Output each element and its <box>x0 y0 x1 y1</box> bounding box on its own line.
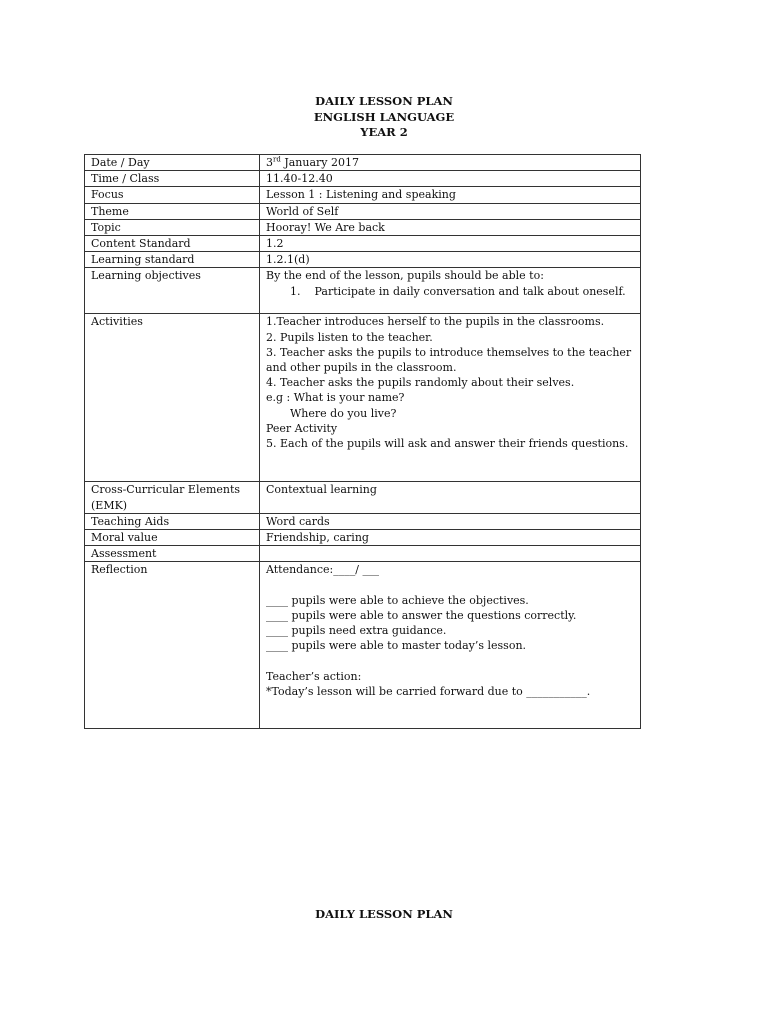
reflection-action-text: *Today’s lesson will be carried forward due to ___________. <box>266 685 591 699</box>
objectives-intro: By the end of the lesson, pupils should be able to: <box>266 269 544 283</box>
date-month-year: January 2017 <box>280 156 359 169</box>
row-learning-standard <box>85 252 641 268</box>
objective-item-1-number: 1. <box>290 284 301 298</box>
label-content-standard: Content Standard <box>85 236 260 252</box>
value-reflection <box>260 562 641 729</box>
value-time: 11.40-12.40 <box>260 171 641 187</box>
activity-line: Peer Activity <box>266 421 338 435</box>
value-focus: Lesson 1 : Listening and speaking <box>260 187 641 203</box>
label-objectives: Learning objectives <box>85 268 260 314</box>
value-moral-value: Friendship, caring <box>260 530 641 546</box>
lesson-plan-table <box>84 154 641 729</box>
label-learning-standard: Learning standard <box>85 252 260 268</box>
activity-line: 1.Teacher introduces herself to the pupils in the classrooms. <box>266 315 605 329</box>
value-activities <box>260 314 641 482</box>
value-date <box>260 155 641 171</box>
value-assessment <box>260 546 641 562</box>
row-theme <box>85 203 641 219</box>
value-teaching-aids: Word cards <box>260 513 641 529</box>
label-assessment: Assessment <box>85 546 260 562</box>
activity-line: 2. Pupils listen to the teacher. <box>266 330 433 344</box>
cross-curricular-label-line1: Cross-Curricular Elements <box>91 483 241 497</box>
label-topic: Topic <box>85 219 260 235</box>
date-suffix: rd <box>273 155 281 164</box>
row-cross-curricular <box>85 482 641 513</box>
activity-line: e.g : What is your name? <box>266 391 405 405</box>
reflection-line: ____ pupils were able to answer the questions correctly. <box>266 609 577 623</box>
row-activities <box>85 314 641 482</box>
reflection-action-label: Teacher’s action: <box>266 669 362 683</box>
label-focus: Focus <box>85 187 260 203</box>
label-activities: Activities <box>85 314 260 482</box>
reflection-line: ____ pupils were able to achieve the objectives. <box>266 593 529 607</box>
row-focus <box>85 187 641 203</box>
date-day: 3 <box>266 156 273 169</box>
row-topic <box>85 219 641 235</box>
value-cross-curricular: Contextual learning <box>260 482 641 513</box>
objective-item-1 <box>266 284 634 299</box>
row-objectives <box>85 268 641 314</box>
row-time <box>85 171 641 187</box>
activity-line: 4. Teacher asks the pupils randomly about their selves. <box>266 376 575 390</box>
activity-line: and other pupils in the classroom. <box>266 361 457 375</box>
label-theme: Theme <box>85 203 260 219</box>
document-header <box>0 94 768 141</box>
value-learning-standard: 1.2.1(d) <box>260 252 641 268</box>
label-date: Date / Day <box>85 155 260 171</box>
label-cross-curricular <box>85 482 260 513</box>
header-year: YEAR 2 <box>360 125 408 139</box>
row-content-standard <box>85 236 641 252</box>
activity-line: 3. Teacher asks the pupils to introduce themselves to the teacher <box>266 345 632 359</box>
row-date <box>85 155 641 171</box>
value-theme: World of Self <box>260 203 641 219</box>
reflection-line: ____ pupils need extra guidance. <box>266 624 447 638</box>
row-assessment <box>85 546 641 562</box>
row-reflection <box>85 562 641 729</box>
value-objectives <box>260 268 641 314</box>
activity-line: Where do you live? <box>290 406 397 420</box>
reflection-spacer <box>266 654 634 669</box>
label-reflection: Reflection <box>85 562 260 729</box>
value-topic: Hooray! We Are back <box>260 219 641 235</box>
header-subject: ENGLISH LANGUAGE <box>313 109 455 124</box>
activity-line: 5. Each of the pupils will ask and answer their friends questions. <box>266 437 629 451</box>
label-moral-value: Moral value <box>85 530 260 546</box>
reflection-line: ____ pupils were able to master today’s lesson. <box>266 639 527 653</box>
row-moral-value <box>85 530 641 546</box>
reflection-attendance: Attendance:____/ ___ <box>266 563 379 577</box>
row-teaching-aids <box>85 513 641 529</box>
objective-item-1-text: Participate in daily conversation and talk about oneself. <box>314 284 626 298</box>
reflection-spacer <box>266 578 634 593</box>
cross-curricular-label-line2: (EMK) <box>91 498 128 512</box>
label-time: Time / Class <box>85 171 260 187</box>
label-teaching-aids: Teaching Aids <box>85 513 260 529</box>
next-page-title: DAILY LESSON PLAN <box>315 907 453 921</box>
value-content-standard: 1.2 <box>260 236 641 252</box>
header-title: DAILY LESSON PLAN <box>315 94 453 108</box>
